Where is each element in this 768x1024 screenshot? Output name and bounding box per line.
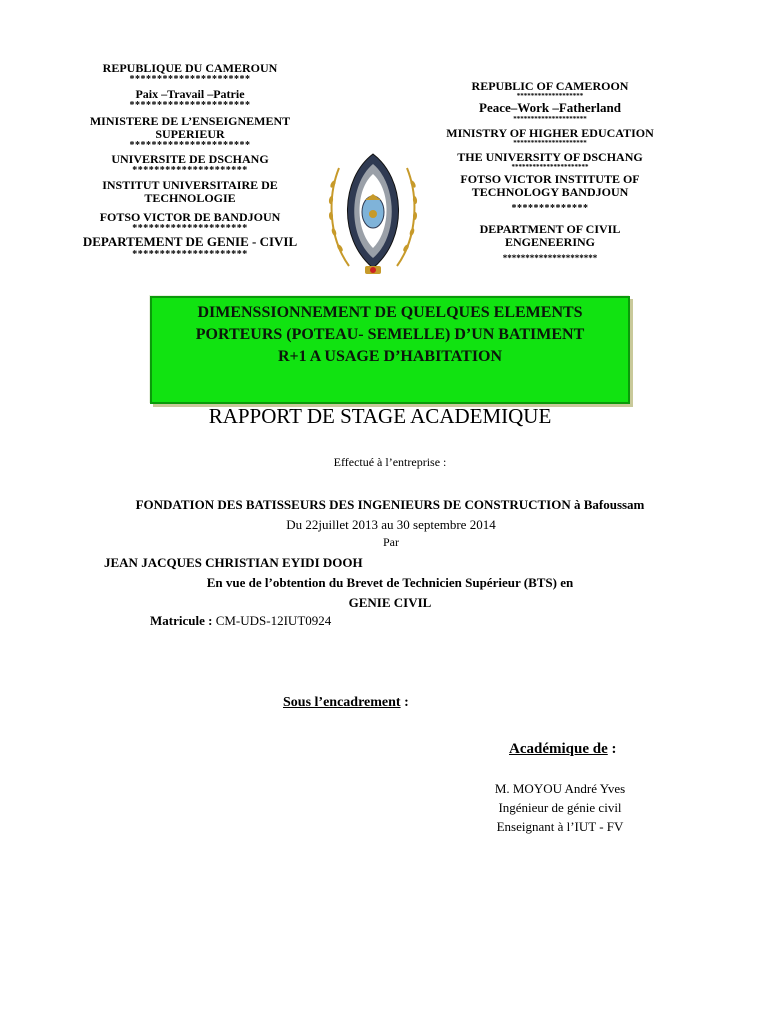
university-seal-icon [325,148,421,282]
header-right-department: DEPARTMENT OF CIVIL [479,222,621,236]
header-right-stars: ********************** [511,163,589,171]
internship-dates: Du 22juillet 2013 au 30 septembre 2014 [286,517,496,532]
supervision-heading-text: Sous l’encadrement [283,695,401,710]
academic-heading-text: Académique de [509,741,608,757]
header-right-motto: Peace–Work –Fatherland [479,100,621,115]
header-left-stars: ********************* [132,165,248,176]
header-left-motto: Paix –Travail –Patrie [135,87,245,101]
header-left [60,62,320,260]
header-left-ministry: SUPERIEUR [155,127,225,141]
header-right-stars: ********************* [513,115,587,123]
title-line: PORTEURS (POTEAU- SEMELLE) D’UN BATIMENT [195,326,585,343]
header-right-stars: ********************* [502,253,598,263]
header-left-country: REPUBLIQUE DU CAMEROUN [102,61,278,75]
header-right-stars: ********************* [513,139,587,147]
header-right-institute: TECHNOLOGY BANDJOUN [471,185,629,199]
supervisor-name: M. MOYOU André Yves [494,781,626,796]
header-right [425,80,675,262]
header-right-country: REPUBLIC OF CAMEROON [471,79,629,93]
supervisor-position: Enseignant à l’IUT - FV [496,819,624,834]
matricule-value: CM-UDS-12IUT0924 [212,613,332,628]
par-label: Par [383,535,399,549]
header-right-institute: FOTSO VICTOR INSTITUTE OF [460,172,640,186]
header-left-stars: ********************* [132,223,248,234]
header-left-ministry: MINISTERE DE L’ENSEIGNEMENT [89,114,291,128]
title-box [150,296,630,404]
header-left-university: UNIVERSITE DE DSCHANG [111,152,269,166]
author-name: JEAN JACQUES CHRISTIAN EYIDI DOOH [104,555,363,570]
academic-heading [509,739,617,759]
matricule-label: Matricule : [150,613,213,628]
purpose-line: En vue de l’obtention du Brevet de Technicien Supérieur (BTS) en [206,575,574,590]
header-left-stars: ********************* [132,249,248,260]
supervisor-block [460,779,660,836]
header-right-stars: ******************* [516,92,584,100]
header-right-ministry: MINISTRY OF HIGHER EDUCATION [446,126,654,140]
company-name: FONDATION DES BATISSEURS DES INGENIEURS DE CONSTRUCTION à Bafoussam [135,497,645,512]
header-left-stars: ********************** [129,100,251,111]
header-left-institute: INSTITUT UNIVERSITAIRE DE [102,178,278,192]
header-left-stars: ********************** [129,74,251,85]
academic-colon: : [607,741,617,757]
header-left-institute: TECHNOLOGIE [144,191,236,205]
supervisor-role: Ingénieur de génie civil [498,800,622,815]
report-title: RAPPORT DE STAGE ACADEMIQUE [208,404,552,428]
title-line: DIMENSSIONNEMENT DE QUELQUES ELEMENTS [197,304,583,321]
matricule [150,612,331,630]
header-right-department: ENGENEERING [504,235,596,249]
supervision-colon: : [400,695,409,710]
header-right-stars: ************** [511,203,589,214]
header-left-department: DEPARTEMENT DE GENIE - CIVIL [82,234,298,249]
purpose-line: GENIE CIVIL [348,595,432,610]
university-logo [325,148,421,282]
header-left-stars: ********************** [129,140,251,151]
header-left-campus: FOTSO VICTOR DE BANDJOUN [99,210,281,224]
supervision-heading [283,693,409,713]
title-line: R+1 A USAGE D’HABITATION [277,348,503,365]
title-box-text [152,302,628,368]
effectue-label: Effectué à l’entreprise : [333,455,447,469]
header-right-university: THE UNIVERSITY OF DSCHANG [457,150,643,164]
